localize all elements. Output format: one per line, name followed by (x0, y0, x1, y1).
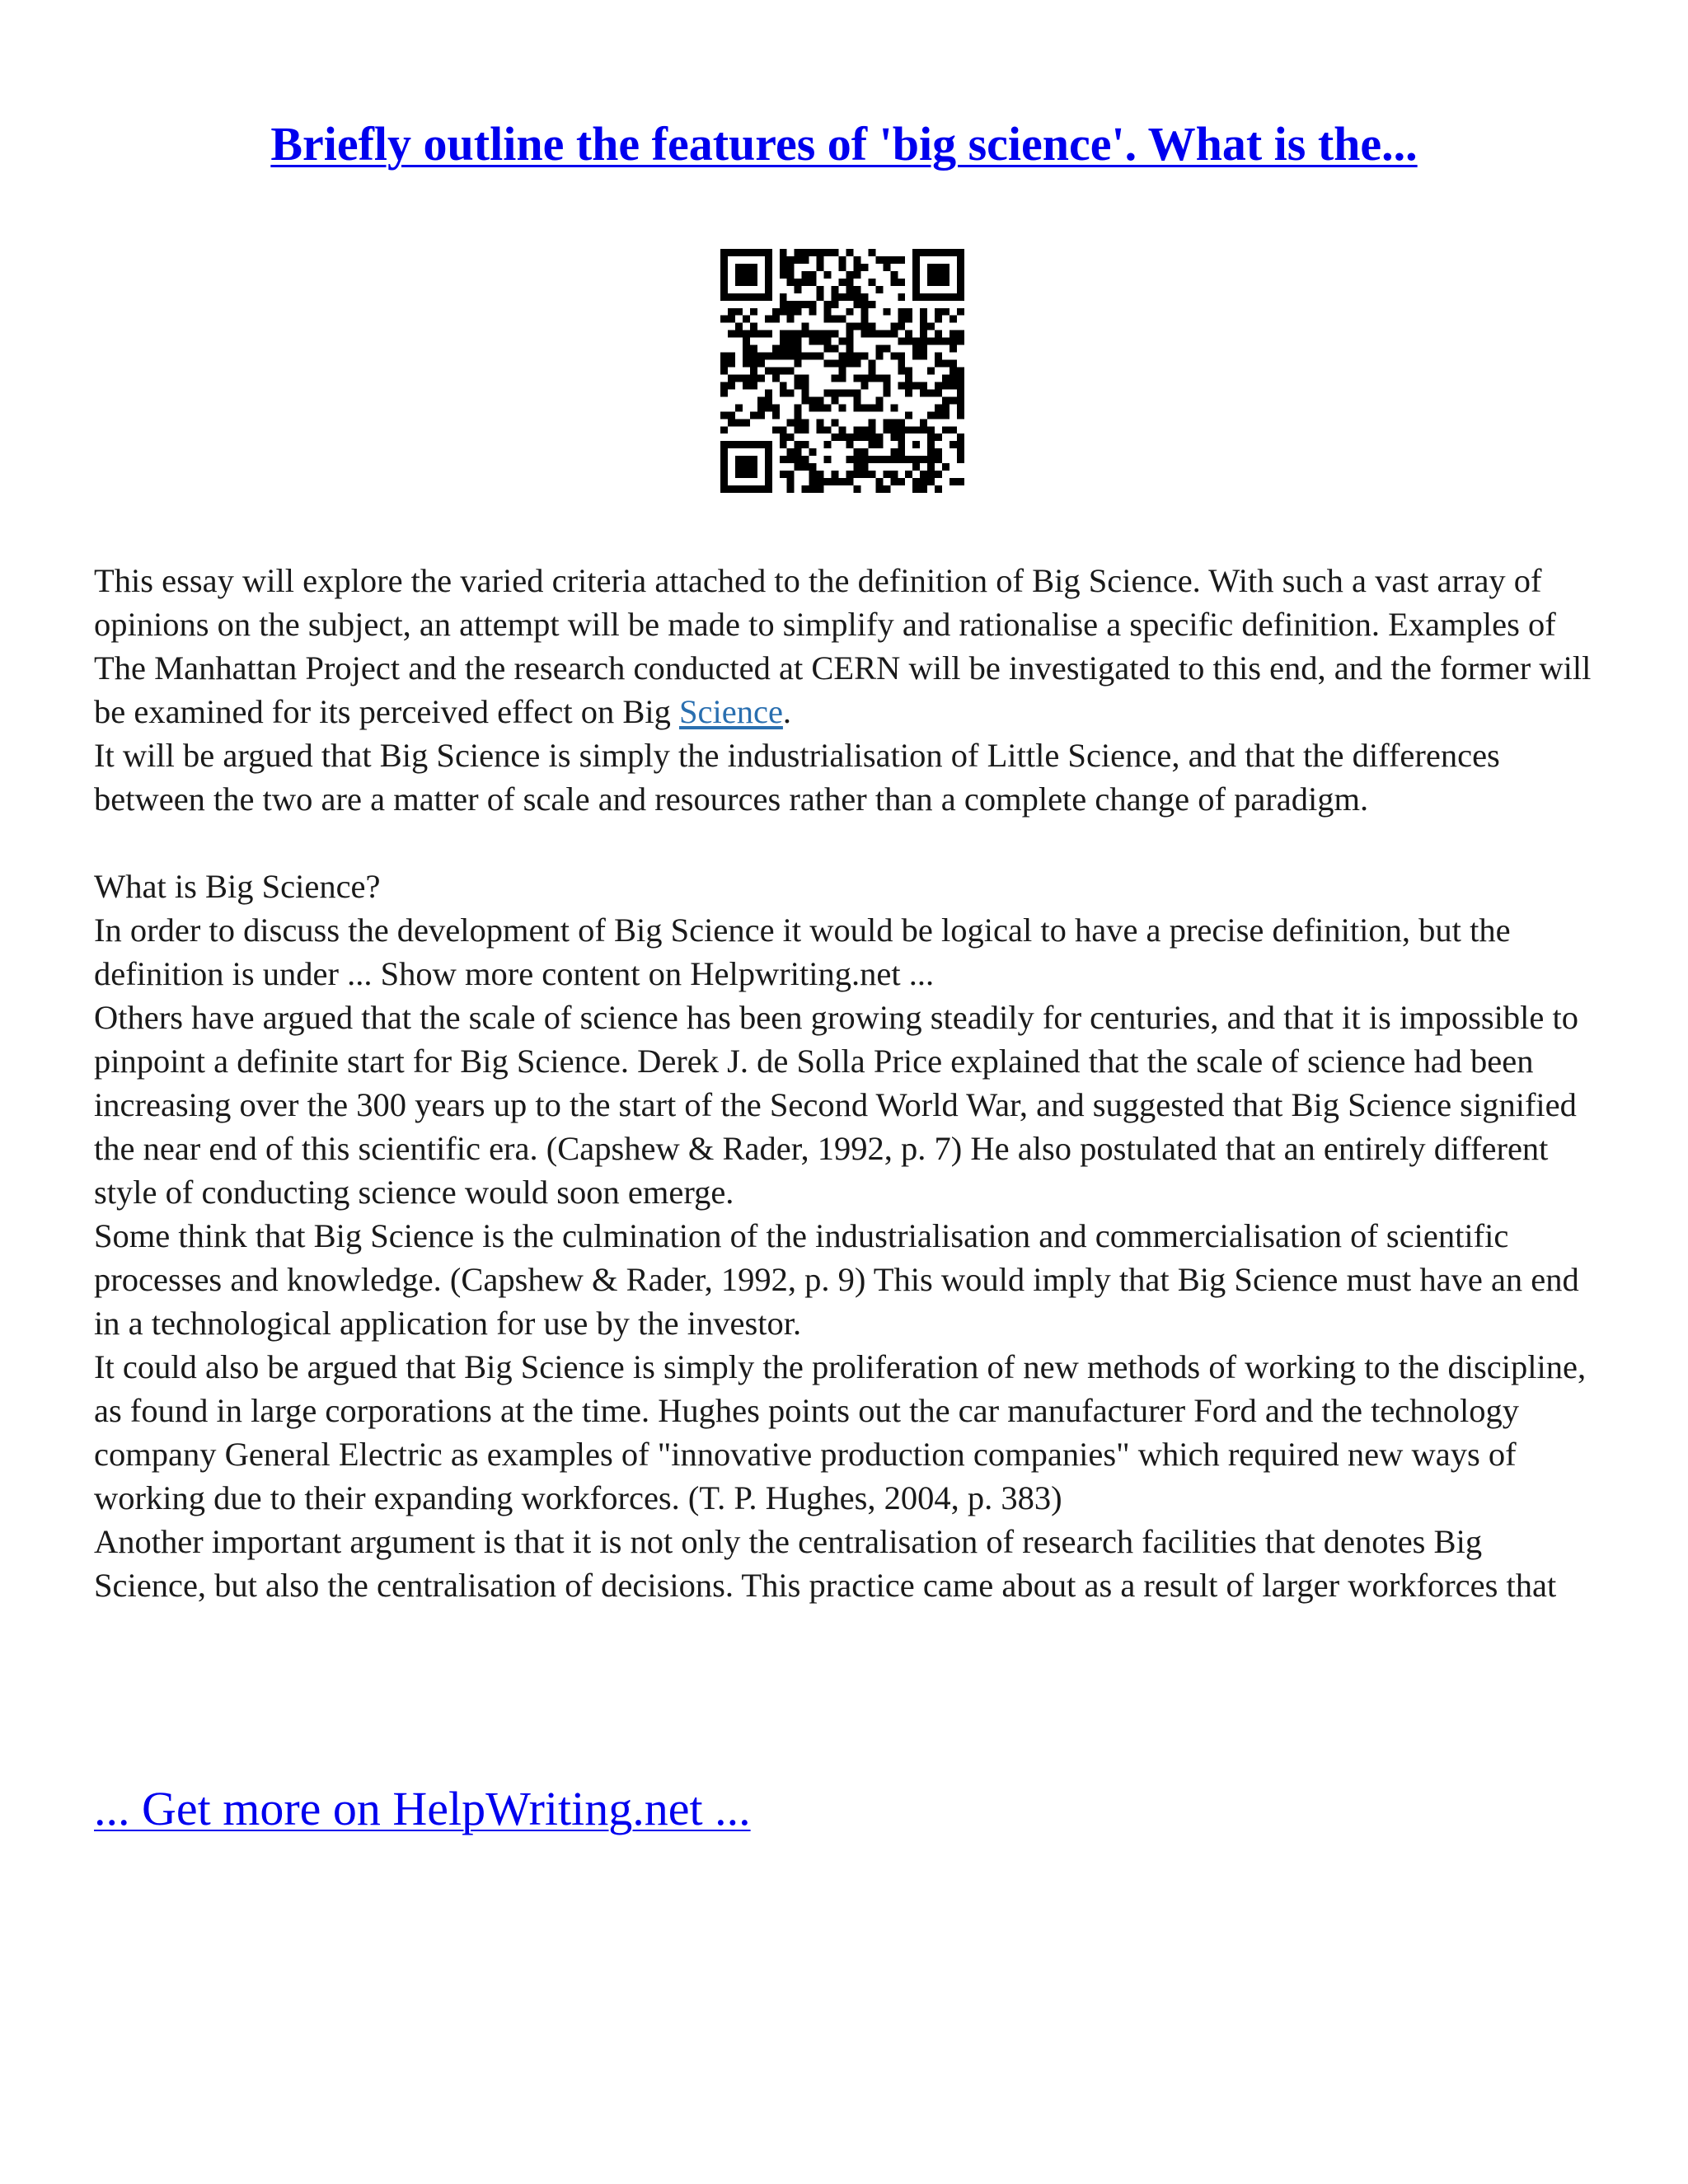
science-link[interactable]: Science (678, 693, 783, 730)
document-title-link[interactable]: Briefly outline the features of 'big science'. What is the... (270, 117, 1418, 171)
paragraph-gap (94, 821, 1602, 865)
section-heading: What is Big Science? (94, 868, 381, 905)
paragraph-definition: In order to discuss the development of Big Science it would be logical to have a precise definition, but the definition is under ... Show more content on Helpwriting.net ... (94, 912, 1511, 992)
paragraph-price: Others have argued that the scale of science has been growing steadily for centuries, and that it is impossible to pinpoint a definite start for Big Science. Derek J. de Solla Price explained that the scale of science had been increasing over the 300 years up to the start of the Second World War, and suggested that Big Science signified the near end of this scientific era. (Capshew & Rader, 1992, p. 7) He also postulated that an entirely different style of conducting science would soon emerge. (94, 999, 1578, 1211)
paragraph-centralisation: Another important argument is that it is not only the centralisation of research facilities that denotes Big Science, but also the centralisation of decisions. This practice came about as a result of larger workforces that (94, 1523, 1557, 1604)
paragraph-argument: It will be argued that Big Science is simply the industrialisation of Little Science, and that the differences between the two are a matter of scale and resources rather than a complete change of paradigm. (94, 737, 1500, 818)
paragraph-hughes: It could also be argued that Big Science is simply the proliferation of new methods of working to the discipline, as found in large corporations at the time. Hughes points out the car manufacturer Ford and the technology company General Electric as examples of "innovative production companies" which required new ways of working due to their expanding workforces. (T. P. Hughes, 2004, p. 383) (94, 1348, 1587, 1516)
paragraph-industrialisation: Some think that Big Science is the culmination of the industrialisation and commercialisation of scientific processes and knowledge. (Capshew & Rader, 1992, p. 9) This would imply that Big Science must have an end in a technological application for use by the investor. (94, 1217, 1579, 1342)
get-more-link[interactable]: ... Get more on HelpWriting.net ... (94, 1782, 751, 1835)
essay-body (94, 559, 1602, 1607)
qr-code-icon (720, 249, 964, 493)
intro-text: This essay will explore the varied criteria attached to the definition of Big Science. With such a vast array of opinions on the subject, an attempt will be made to simplify and rationalise a specific definition. Examples of The Manhattan Project and the research conducted at CERN will be investigated to this end, and the former will be examined for its perceived effect on Big (94, 562, 1592, 730)
intro-text-end: . (782, 693, 792, 730)
intro-paragraph (94, 559, 1602, 733)
